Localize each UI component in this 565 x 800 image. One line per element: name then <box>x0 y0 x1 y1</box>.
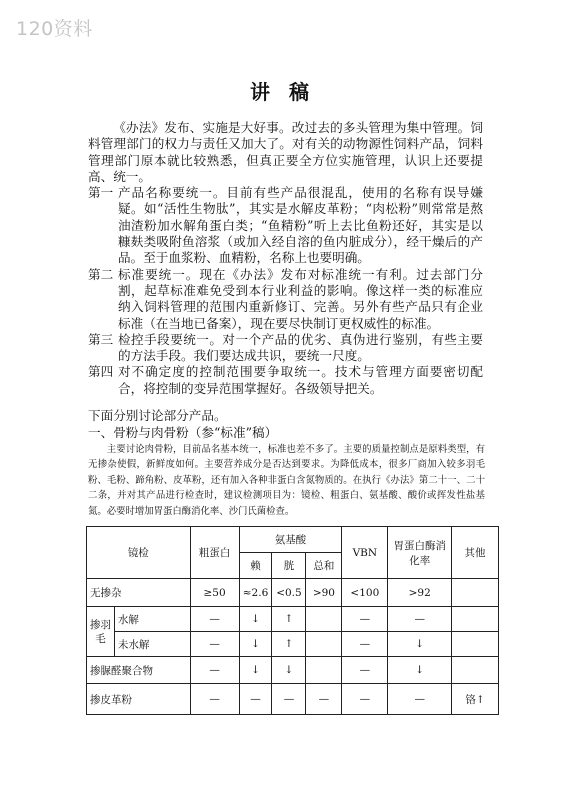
quality-table <box>86 526 499 715</box>
item-number: 第二 <box>88 266 114 282</box>
table-cell <box>306 657 342 684</box>
row-label: 掺脲醛聚合物 <box>87 657 191 684</box>
item-number: 第一 <box>88 185 114 201</box>
header-cell: VBN <box>342 527 388 579</box>
group-label: 掺羽毛 <box>87 607 115 657</box>
table-cell: ↓ <box>388 657 452 684</box>
page-title: 讲 稿 <box>250 80 315 104</box>
table-cell: >92 <box>388 579 452 607</box>
table-cell: ≈2.6 <box>239 579 272 607</box>
list-item <box>88 267 483 332</box>
table-cell: — <box>190 607 239 632</box>
header-cell: 镜检 <box>87 527 191 579</box>
header-cell: 总和 <box>306 553 342 579</box>
table-cell: — <box>388 684 452 715</box>
row-label: 无掺杂 <box>87 579 191 607</box>
header-cell: 赖 <box>239 553 272 579</box>
table-row <box>87 657 499 684</box>
table-cell: ≥50 <box>190 579 239 607</box>
table-cell: — <box>190 632 239 657</box>
table-cell: — <box>272 684 306 715</box>
table-cell: ↓ <box>272 657 306 684</box>
table-cell: — <box>239 684 272 715</box>
intro-paragraph: 《办法》发布、实施是大好事。改过去的多头管理为集中管理。饲料管理部门的权力与责任又加大了。对有关的动物源性饲料产品，饲料管理部门原本就比较熟悉，但真正要全方位实施管理，认识上还要提高、统一。 <box>88 120 483 184</box>
item-number: 第三 <box>88 331 114 347</box>
discussion-intro: 下面分别讨论部分产品。 <box>88 408 227 423</box>
header-cell: 氨基酸 <box>239 527 342 553</box>
table-cell: ↑ <box>272 632 306 657</box>
table-cell: ↓ <box>239 657 272 684</box>
list-item <box>88 364 483 397</box>
table-cell: >90 <box>306 579 342 607</box>
section-heading: 一、骨粉与肉骨粉（参“标准”稿） <box>88 425 278 440</box>
table-cell: — <box>190 657 239 684</box>
row-label: 掺皮革粉 <box>87 684 191 715</box>
list-item <box>88 332 483 365</box>
item-text: 标准要统一。现在《办法》发布对标准统一有利。过去部门分割，起草标准难免受到本行业利益的影响。像这样一类的标准应纳入饲料管理的范围内重新修订、完善。另外有些产品只有企业标准（在当地已备案），现在要尽快制订更权威性的标准。 <box>118 266 483 331</box>
table-cell: ↓ <box>388 632 452 657</box>
header-cell: 胱 <box>272 553 306 579</box>
header-cell: 其他 <box>452 527 499 579</box>
table-cell: — <box>342 684 388 715</box>
table-cell: ↓ <box>239 632 272 657</box>
table-cell: ↓ <box>239 607 272 632</box>
table-cell: 铬↑ <box>452 684 499 715</box>
table-cell <box>306 607 342 632</box>
table-cell <box>452 607 499 632</box>
item-text: 对不确定度的控制范围要争取统一。技术与管理方面要密切配合，将控制的变异范围掌握好。各级领导把关。 <box>118 364 483 396</box>
row-label: 水解 <box>114 607 190 632</box>
table-row <box>87 684 499 715</box>
table-cell <box>306 632 342 657</box>
header-cell: 胃蛋白酶消化率 <box>388 527 452 579</box>
table-cell: — <box>306 684 342 715</box>
table-row <box>87 579 499 607</box>
table-cell: — <box>190 684 239 715</box>
section-text <box>88 442 485 519</box>
table-cell: — <box>342 657 388 684</box>
header-cell: 粗蛋白 <box>190 527 239 579</box>
item-text: 产品名称要统一。目前有些产品很混乱，使用的名称有误导嫌疑。如“活性生物肽”，其实是水解皮革粉；“肉松粉”则常常是熬油渣粉加水解角蛋白类；“鱼精粉”听上去比鱼粉还好，其实是以糠麸类吸附鱼溶浆（或加入经自溶的鱼内脏成分），经干燥后的产品。至于血浆粉、血精粉，名称上也要明确。 <box>118 185 483 266</box>
table-cell: — <box>342 607 388 632</box>
row-label: 未水解 <box>114 632 190 657</box>
item-text: 检控手段要统一。对一个产品的优劣、真伪进行鉴别，有些主要的方法手段。我们要达成共识，要统一尺度。 <box>118 331 483 364</box>
watermark: 120资料 <box>16 18 93 40</box>
table-cell: — <box>388 607 452 632</box>
table-cell <box>452 657 499 684</box>
section-paragraph: 主要讨论肉骨粉，目前品名基本统一，标准也差不多了。主要的质量控制点是原料类型，有无掺杂使假，新鲜度如何。主要营养成分是否达到要求。为降低成本，很多厂商加入较多羽毛粉、毛粉、蹄角粉、皮革粉，还有加入各种非蛋白含氮物质的。在执行《办法》第二十一、二十二条，并对其产品进行检查时，建议检测项目为：镜检、粗蛋白、氨基酸、酸价或挥发性盐基氮。必要时增加胃蛋白酶消化率、沙门氏菌检查。 <box>88 444 485 517</box>
table-cell: — <box>342 632 388 657</box>
table-cell: <100 <box>342 579 388 607</box>
table-cell <box>452 632 499 657</box>
item-number: 第四 <box>88 364 114 380</box>
table-row <box>87 607 499 632</box>
table-row <box>87 632 499 657</box>
body-text <box>88 120 483 397</box>
table-cell: <0.5 <box>272 579 306 607</box>
table-cell: ↑ <box>272 607 306 632</box>
table-cell <box>452 579 499 607</box>
list-item <box>88 185 483 266</box>
